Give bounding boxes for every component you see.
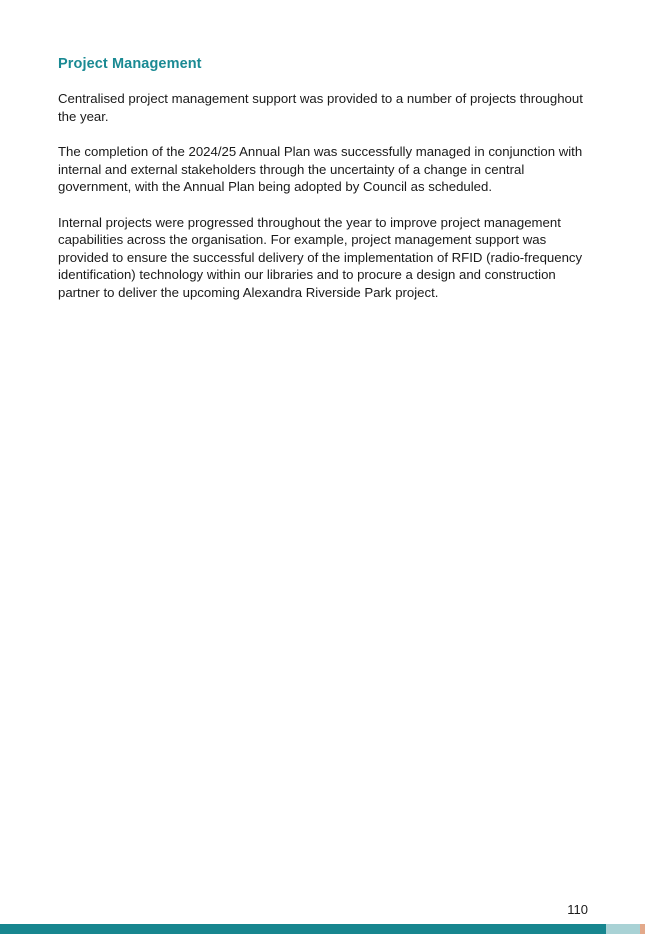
paragraph-3: Internal projects were progressed throughout the year to improve project management capabilities across the organisation. For example, project management support was provided to ensure the successful delivery of the implementation of RFID (radio-frequency identification) technology within our libraries and to procure a design and construction partner to deliver the upcoming Alexandra Riverside Park project. xyxy=(58,214,583,300)
footer-bar xyxy=(0,924,645,934)
footer-bar-accent xyxy=(640,924,645,934)
footer-bar-light xyxy=(606,924,640,934)
section-heading: Project Management xyxy=(58,56,202,72)
paragraph-2: The completion of the 2024/25 Annual Plan was successfully managed in conjunction with internal and external stakeholders through the uncertainty of a change in central government, with the Annual Plan being adopted by Council as scheduled. xyxy=(58,144,583,194)
paragraph-1: Centralised project management support was provided to a number of projects throughout the year. xyxy=(58,91,583,124)
page-number: 110 xyxy=(567,902,588,917)
footer-bar-main xyxy=(0,924,606,934)
body-text xyxy=(58,90,588,319)
